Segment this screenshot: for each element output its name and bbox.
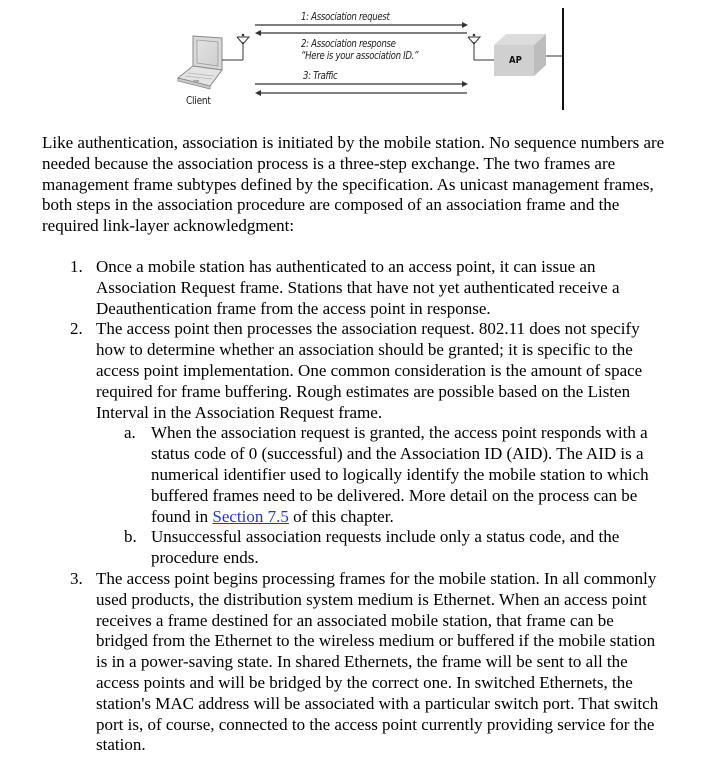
- message-1-label: 1: Association request: [301, 11, 390, 23]
- substep-item: [96, 527, 662, 569]
- step-item: [42, 319, 662, 569]
- section-link[interactable]: Section 7.5: [212, 506, 289, 526]
- substep-letter: a.: [124, 423, 136, 443]
- step-text: The access point then processes the association request. 802.11 does not specify how to determine whether an association should be granted; it is specific to the access point implementation. One common consideration is the amount of space required for frame buffering. Rough estimates are possible based on the Listen Interval in the Association Request frame.: [96, 319, 643, 422]
- step-number: 1.: [70, 257, 83, 276]
- step-item: [42, 257, 662, 319]
- client-label: Client: [186, 94, 211, 107]
- message-2-sublabel: “Here is your association ID.”: [301, 50, 419, 62]
- message-3-label: 3: Traffic: [303, 70, 338, 82]
- substep-text: Unsuccessful association requests include only a status code, and the procedure ends.: [151, 527, 620, 568]
- substeps-list: [96, 423, 662, 569]
- laptop-icon: [178, 36, 222, 89]
- association-diagram: [0, 0, 714, 120]
- step-text: Once a mobile station has authenticated to an access point, it can issue an Association Request frame. Stations that have not yet authenticated receive a Deauthentication frame from the access point in response.: [96, 257, 620, 318]
- step-text: The access point begins processing frames for the mobile station. In all commonly used products, the distribution system medium is Ethernet. When an access point receives a frame destined for an associated mobile station, that frame can be bridged from the Ethernet to the wireless medium or buffered if the mobile station is in a power-saving state. In shared Ethernets, the frame will be sent to all the access points and will be bridged by the correct one. In switched Ethernets, the station's MAC address will be associated with a particular switch port. That switch port is, of course, connected to the access point currently providing service for the station.: [96, 568, 659, 755]
- client-antenna-icon: [222, 34, 249, 60]
- step-item: [42, 569, 662, 756]
- substep-item: [96, 423, 662, 527]
- substep-text-after: of this chapter.: [288, 506, 394, 526]
- ap-antenna-icon: [468, 34, 494, 60]
- ap-label: AP: [509, 55, 522, 66]
- step-number: 2.: [70, 319, 83, 339]
- intro-paragraph: Like authentication, association is initiated by the mobile station. No sequence numbers are needed because the association process is a three-step exchange. The two frames are management frame subtypes defined by the specification. As unicast management frames, both steps in the association procedure are composed of an association frame and the required link-layer acknowledgment:: [42, 133, 665, 236]
- association-steps-list: [42, 257, 662, 756]
- step-number: 3.: [70, 568, 83, 588]
- message-2-label: 2: Association response: [301, 38, 396, 50]
- substep-letter: b.: [124, 527, 137, 547]
- substep-text: When the association request is granted, the access point responds with a status code of 0 (successful) and the Association ID (AID). The AID is a numerical identifier used to logically identify the mobile station to which buffered frames need to be delivered. More detail on the process can be found in: [151, 423, 649, 526]
